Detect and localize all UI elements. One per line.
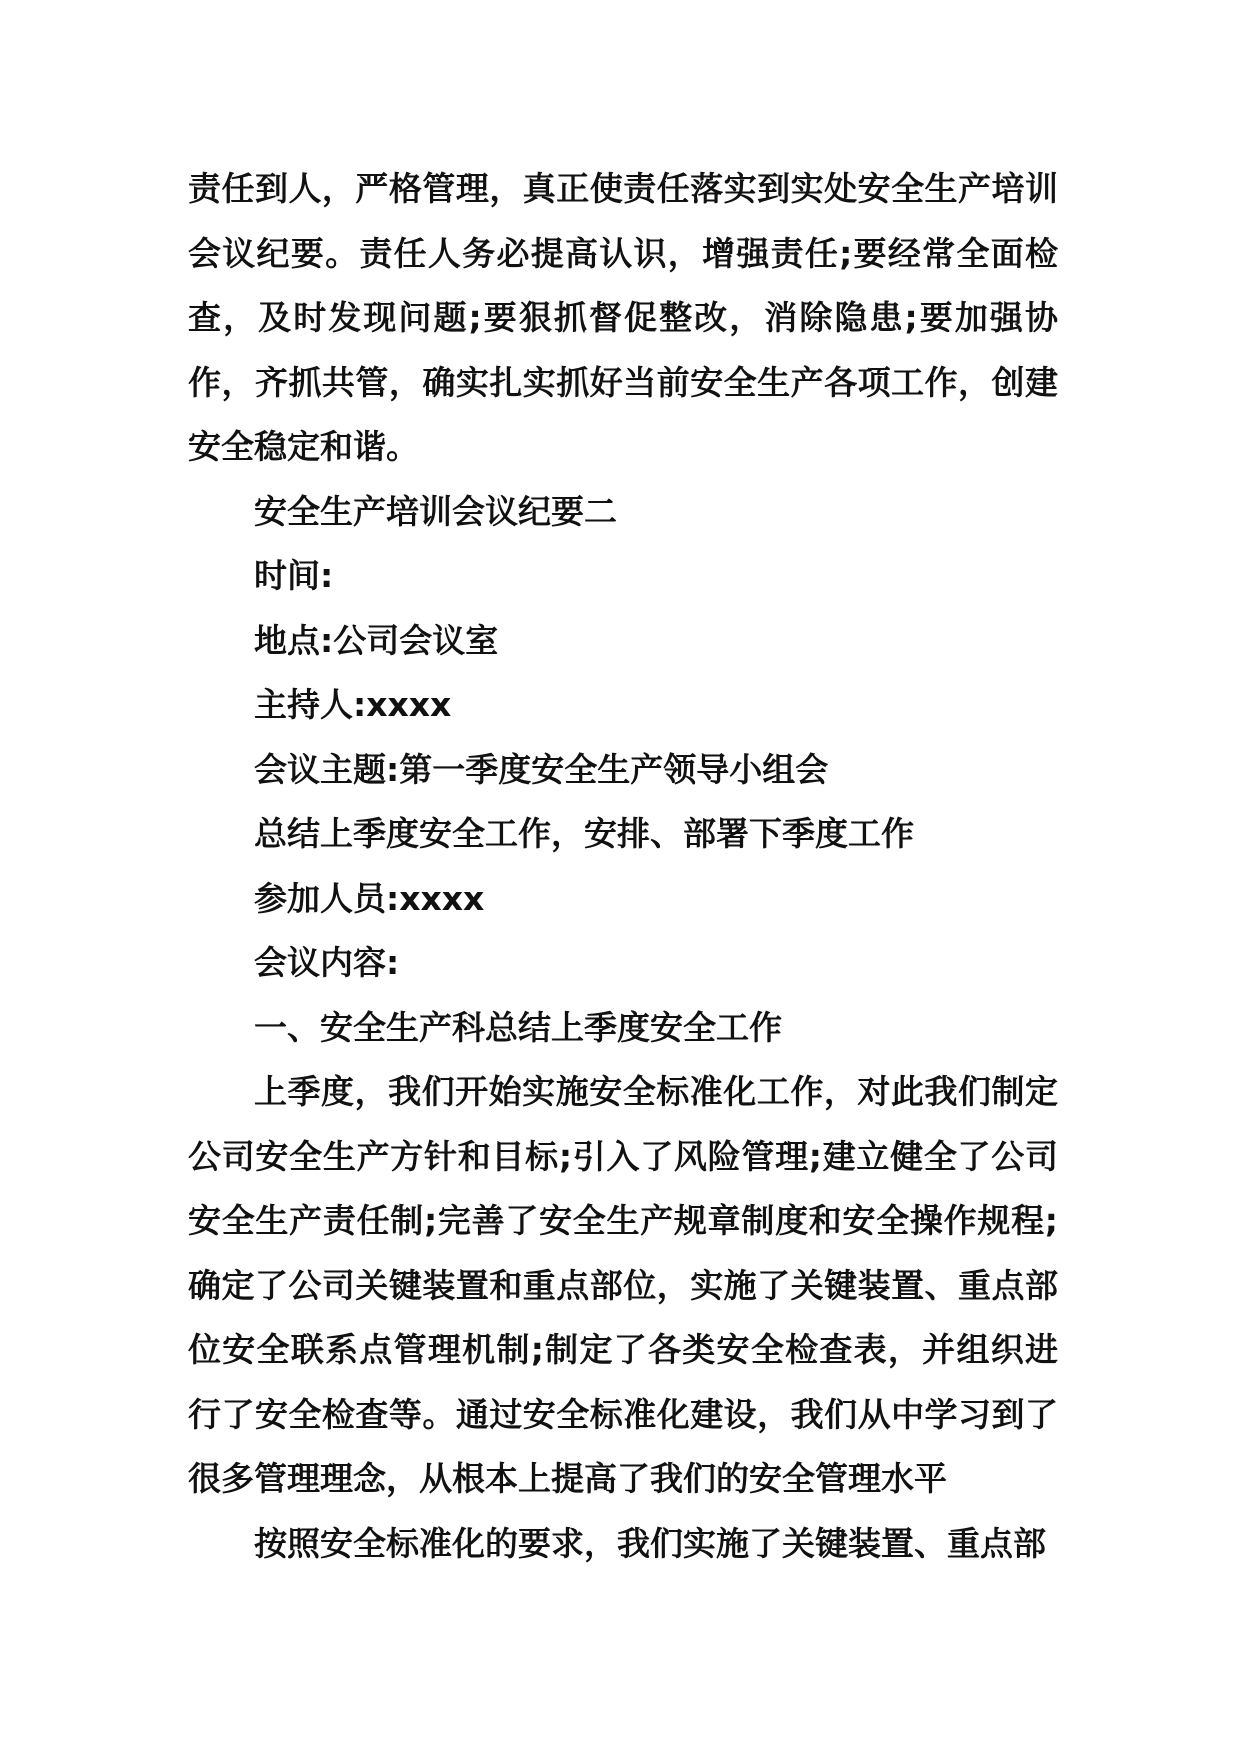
paragraph-last-quarter: 上季度，我们开始实施安全标准化工作，对此我们制定公司安全生产方针和目标;引入了风险管理;建立健全了公司安全生产责任制;完善了安全生产规章制度和安全操作规程;确定了公司关键装置和重点部位，实施了关键装置、重点部位安全联系点管理机制;制定了各类安全检查表，并组织进行了安全检查等。通过安全标准化建设，我们从中学习到了很多管理理念，从根本上提高了我们的安全管理水平	[188, 1072, 1058, 1498]
meeting-topic: 会议主题:第一季度安全生产领导小组会	[254, 749, 829, 789]
meeting-location: 地点:公司会议室	[254, 620, 499, 660]
document-body	[188, 157, 1058, 1576]
paragraph-standardization: 按照安全标准化的要求，我们实施了关键装置、重点部	[254, 1523, 1046, 1563]
meeting-time: 时间:	[254, 556, 334, 595]
paragraph-responsibility: 责任到人，严格管理，真正使责任落实到实处安全生产培训会议纪要。责任人务必提高认识，增强责任;要经常全面检查，及时发现问题;要狠抓督促整改，消除隐患;要加强协作，齐抓共管，确实扎实抓好当前安全生产各项工作，创建安全稳定和谐。	[188, 169, 1058, 466]
meeting-content-label: 会议内容:	[254, 943, 400, 982]
meeting-summary: 总结上季度安全工作，安排、部署下季度工作	[254, 814, 914, 853]
section-heading-1: 一、安全生产科总结上季度安全工作	[254, 1007, 782, 1047]
meeting-attendees: 参加人员:xxxx	[254, 878, 485, 918]
meeting-host: 主持人:xxxx	[254, 685, 452, 724]
section-title: 安全生产培训会议纪要二	[254, 491, 617, 531]
